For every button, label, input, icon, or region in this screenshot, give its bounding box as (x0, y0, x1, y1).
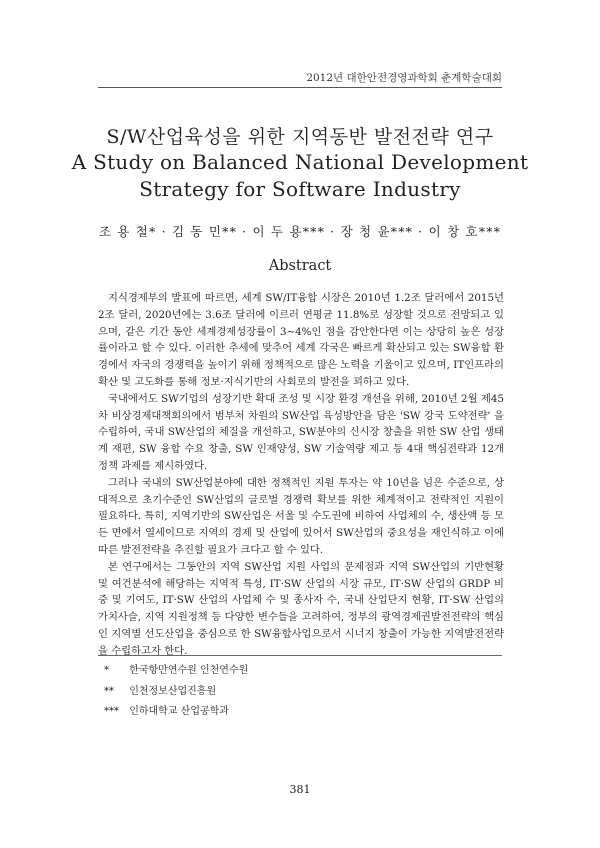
footnote-affiliation: 인하대학교 산업공학과 (129, 706, 229, 717)
footnote-mark: *** (104, 706, 119, 717)
footnote (104, 702, 248, 723)
footnote-mark: ** (104, 685, 114, 697)
abstract-body (98, 290, 504, 660)
title-korean: S/W산업육성을 위한 지역동반 발전전략 연구 (106, 126, 494, 148)
header-rule (98, 87, 502, 88)
abstract-paragraph: 지식경제부의 발표에 따르면, 세계 SW/IT융합 시장은 2010년 1.2조 달러에서 2015년 2조 달러, 2020년에는 3.6조 달러에 이르러 연평균 11.8%로 성장할 것으로 전망되고 있으며, 같은 기간 동안 세계경제성장률이 3~4%인 점을 감안한다면 이는 상당히 높은 성장률이라고 할 수 있다. 이러한 추세에 맞추어 세계 각국은 빠르게 확산되고 있는 SW융합 환경에서 자국의 경쟁력을 높이기 위해 정책적으로 많은 노력을 기울이고 있으며, IT인프라의 확산 및 고도화를 통해 정보·지식기반의 사회로의 발전을 꾀하고 있다. (98, 292, 504, 388)
page-number: 381 (289, 783, 311, 796)
footnote (104, 661, 248, 682)
title-english-line1: A Study on Balanced National Development (71, 150, 529, 174)
footnote-mark: * (104, 665, 109, 676)
footnotes (104, 661, 248, 723)
abstract-paragraph: 국내에서도 SW기업의 성장기반 확대 조성 및 시장 환경 개선을 위해, 2010년 2월 제45차 비상경제대책회의에서 범부처 차원의 SW산업 육성방안을 담은 'SW 강국 도약전략' 을 수립하여, 국내 SW산업의 체질을 개선하고, SW분야의 신시장 창출을 위한 SW 산업 생태계 재편, SW 융합 수요 창출, SW 인재양성, SW 기술역량 제고 등 4대 핵심전략과 12개 정책 과제를 제시하였다. (98, 392, 504, 472)
footnote-affiliation: 인천정보산업진흥원 (129, 685, 217, 697)
title-english-line2: Strategy for Software Industry (139, 177, 461, 201)
footnote-affiliation: 한국항만연수원 인천연수원 (129, 665, 249, 676)
abstract-heading: Abstract (268, 258, 332, 274)
footnote (104, 682, 248, 703)
abstract-paragraph: 본 연구에서는 그동안의 지역 SW산업 지원 사업의 문제점과 지역 SW산업의 기반현황 및 여건분석에 해당하는 지역적 특성, IT·SW 산업의 시장 규모, IT·SW 산업의 GRDP 비중 및 기여도, IT·SW 산업의 사업체 수 및 종사자 수, 국내 산업단지 현황, IT·SW 산업의 가치사슬, 지역 지원정책 등 다양한 변수들을 고려하여, 정부의 광역경제권발전전략의 핵심인 지역별 선도산업을 중심으로 한 SW융합사업으로서 시너지 창출이 가능한 지역발전전략을 수립하고자 한다. (98, 560, 504, 657)
abstract-paragraph: 그러나 국내의 SW산업분야에 대한 정책적인 지원 투자는 약 10년을 넘은 수준으로, 상대적으로 초기수준인 SW산업의 글로벌 경쟁력 확보를 위한 체계적이고 전략적인 지원이 필요하다. 특히, 지역기반의 SW산업은 서울 및 수도권에 비하여 사업체의 수, 생산액 등 모든 면에서 열세이므로 지역의 경제 및 산업에 있어서 SW산업의 중요성을 재인식하고 이에 따른 발전전략을 추진할 필요가 크다고 할 수 있다. (98, 476, 504, 556)
conference-header: 2012년 대한안전경영과학회 춘계학술대회 (306, 72, 502, 84)
footnote-rule (98, 655, 502, 656)
author-list: 조 용 철* · 김 동 민** · 이 두 용*** · 장 청 윤*** · 이 창 호*** (98, 224, 502, 239)
